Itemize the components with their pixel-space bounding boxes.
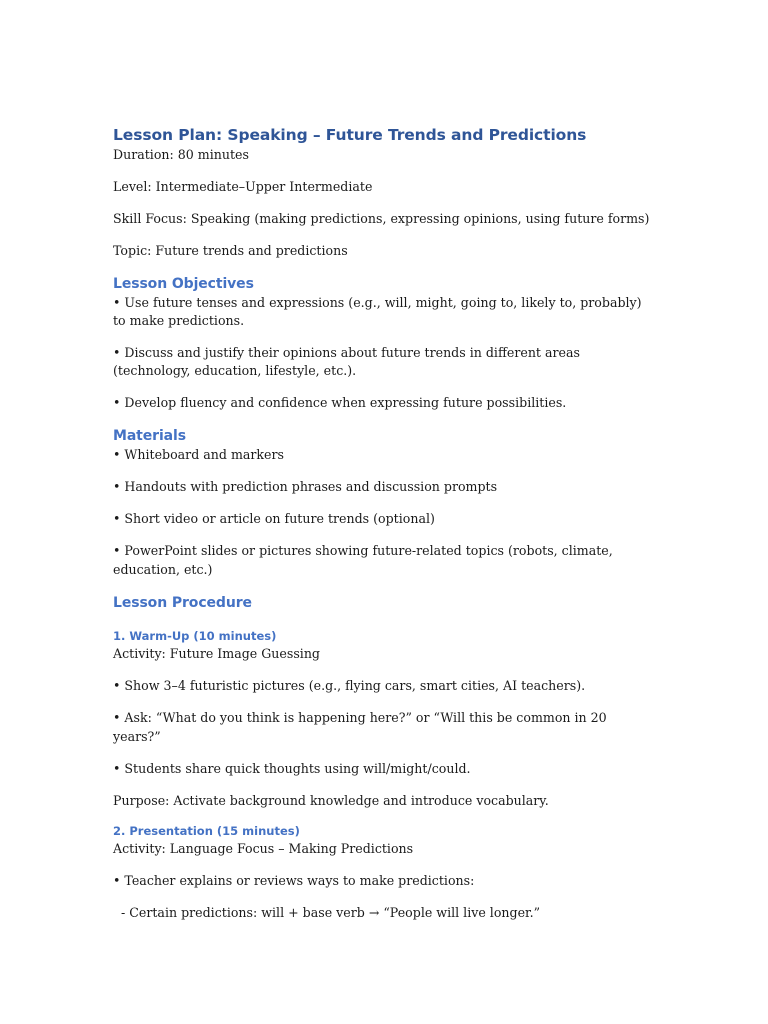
material-item: • Whiteboard and markers	[113, 447, 284, 462]
procedure-heading: Lesson Procedure	[113, 595, 252, 611]
material-item: • Handouts with prediction phrases and discussion prompts	[113, 479, 498, 494]
objectives-heading: Lesson Objectives	[113, 275, 254, 292]
level-text: Level: Intermediate–Upper Intermediate	[113, 179, 373, 194]
document-title: Lesson Plan: Speaking – Future Trends and Predictions	[113, 126, 587, 144]
presentation-heading: 2. Presentation (15 minutes)	[113, 824, 300, 838]
warmup-item: • Ask: “What do you think is happening here?” or “Will this be common in 20 years?”	[113, 710, 607, 744]
material-item: • Short video or article on future trends (optional)	[113, 511, 435, 526]
document-page	[113, 124, 653, 923]
materials-heading: Materials	[113, 428, 186, 444]
topic-text: Topic: Future trends and predictions	[113, 243, 348, 258]
warmup-heading: 1. Warm-Up (10 minutes)	[113, 629, 277, 643]
presentation-item: • Teacher explains or reviews ways to make predictions:	[113, 873, 475, 888]
warmup-activity: Activity: Future Image Guessing	[113, 646, 320, 661]
warmup-item: • Show 3–4 futuristic pictures (e.g., flying cars, smart cities, AI teachers).	[113, 678, 586, 693]
objective-item: • Develop fluency and confidence when expressing future possibilities.	[113, 394, 567, 410]
skill-focus-text: Skill Focus: Speaking (making predictions, expressing opinions, using future forms)	[113, 211, 650, 226]
material-item: • PowerPoint slides or pictures showing future-related topics (robots, climate, education, etc.)	[113, 543, 613, 577]
objective-item: • Use future tenses and expressions (e.g., will, might, going to, likely to, probably) to make predictions.	[113, 294, 642, 328]
objective-item: • Discuss and justify their opinions about future trends in different areas (technology, education, lifestyle, etc.).	[113, 344, 580, 378]
warmup-item: • Students share quick thoughts using will/might/could.	[113, 760, 471, 776]
warmup-purpose: Purpose: Activate background knowledge and introduce vocabulary.	[113, 792, 549, 808]
presentation-item: - Certain predictions: will + base verb → “People will live longer.”	[113, 905, 541, 920]
presentation-activity: Activity: Language Focus – Making Predictions	[113, 841, 414, 856]
duration-text: Duration: 80 minutes	[113, 147, 249, 162]
